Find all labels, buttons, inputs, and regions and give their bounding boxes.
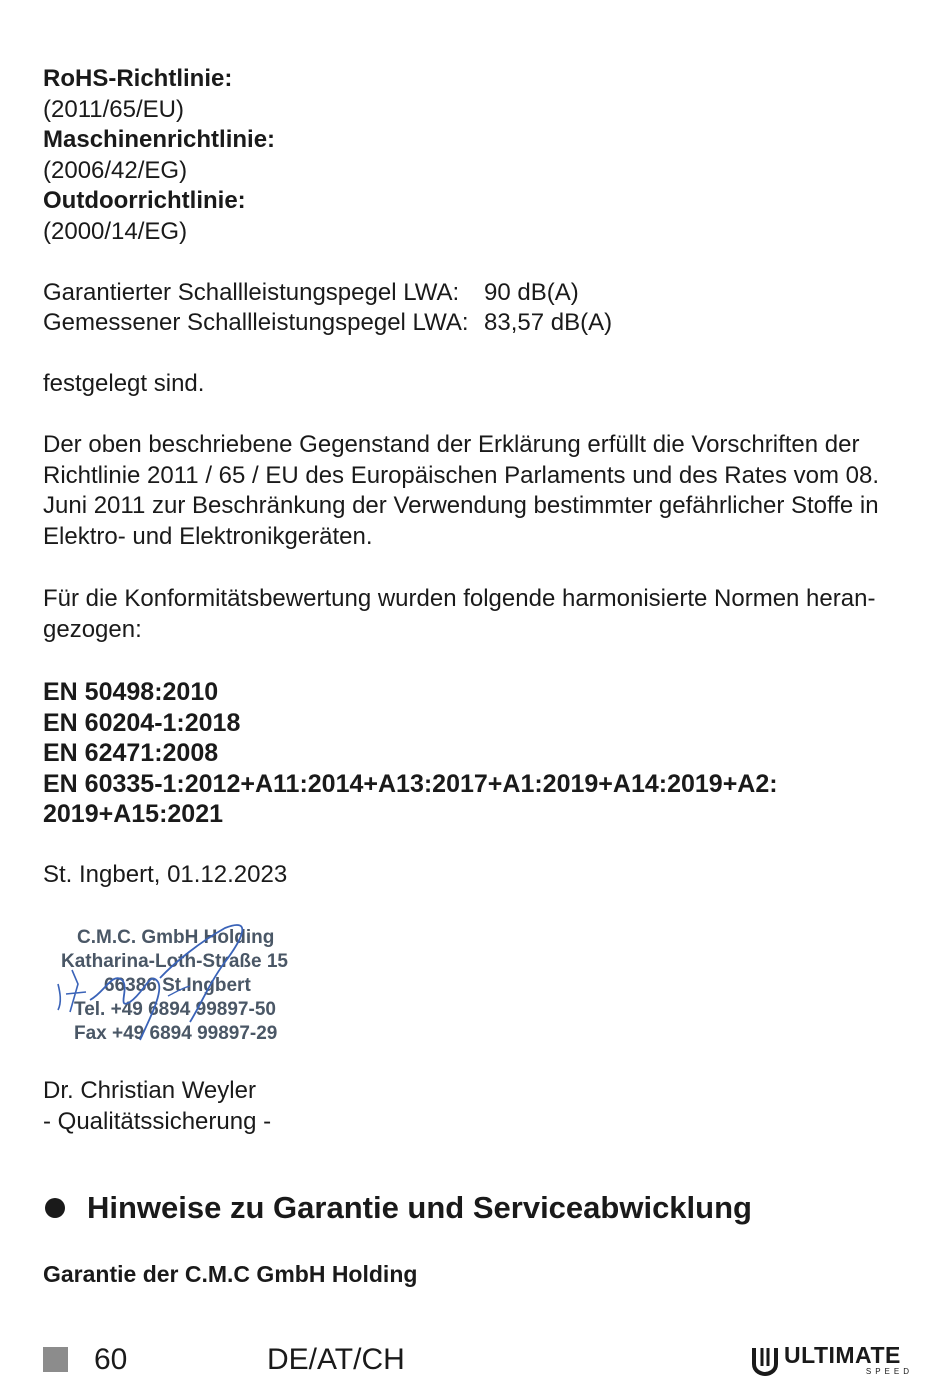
logo-subtext: SPEED	[865, 1367, 913, 1376]
signer-name: Dr. Christian Weyler	[43, 1077, 256, 1104]
stamp-street: Katharina-Loth-Straße 15	[61, 951, 288, 972]
conformity-paragraph	[43, 584, 913, 645]
sound-level-list	[43, 278, 913, 339]
sound-level-value: 90 dB(A)	[484, 278, 579, 306]
section-title: Hinweise zu Garantie und Serviceabwicklung	[87, 1190, 752, 1225]
directive-label: Outdoorrichtlinie:	[43, 187, 246, 214]
norm-item: EN 62471:2008	[43, 739, 219, 767]
document-body	[43, 64, 913, 891]
place-date: St. Ingbert, 01.12.2023	[43, 861, 288, 888]
festgelegt-text: festgelegt sind.	[43, 370, 205, 397]
directive-value: (2011/65/EU)	[43, 95, 184, 123]
sound-level-value: 83,57 dB(A)	[484, 309, 613, 336]
directive-list	[43, 64, 913, 247]
page-marker-icon	[43, 1347, 68, 1372]
norm-list	[43, 677, 913, 830]
page-number: 60	[94, 1343, 128, 1376]
logo-text: ULTIMATE	[784, 1342, 901, 1368]
declaration-line: Der oben beschriebene Gegenstand der Erklärung erfüllt die Vorschriften der	[43, 431, 860, 458]
sound-level-label: Gemessener Schallleistungspegel LWA:	[43, 309, 469, 336]
directive-value: (2006/42/EG)	[43, 156, 188, 184]
stamp-fax: Fax +49 6894 99897-29	[74, 1023, 278, 1044]
signer-role: - Qualitätssicherung -	[43, 1107, 272, 1135]
sound-level-row	[43, 308, 913, 339]
stamp-phone: Tel. +49 6894 99897-50	[74, 999, 276, 1020]
declaration-paragraph	[43, 430, 913, 552]
directive-label: Maschinenrichtlinie:	[43, 126, 276, 153]
stamp-city: 66386 St.Ingbert	[104, 975, 251, 996]
declaration-line: Elektro- und Elektronikgeräten.	[43, 522, 373, 550]
stamp-company: C.M.C. GmbH Holding	[77, 927, 275, 948]
brand-logo	[748, 1342, 913, 1378]
section-heading	[43, 1190, 752, 1226]
subsection-heading: Garantie der C.M.C GmbH Holding	[43, 1261, 418, 1287]
norm-item: EN 60335-1:2012+A11:2014+A13:2017+A1:2019+A14:2019+A2:	[43, 769, 778, 798]
directive-value: (2000/14/EG)	[43, 217, 188, 245]
norm-item: EN 60204-1:2018	[43, 708, 241, 737]
declaration-line: Juni 2011 zur Beschränkung der Verwendung bestimmter gefährlicher Stoffe in	[43, 492, 879, 519]
conformity-line: gezogen:	[43, 615, 142, 643]
bullet-icon	[45, 1198, 65, 1218]
ultimate-speed-logo-icon	[750, 1344, 780, 1376]
page-footer	[43, 1342, 913, 1382]
company-stamp	[50, 922, 350, 1052]
norm-item: EN 50498:2010	[43, 678, 219, 706]
sound-level-label: Garantierter Schallleistungspegel LWA:	[43, 278, 460, 306]
conformity-line: Für die Konformitätsbewertung wurden folgende harmonisierte Normen heran-	[43, 585, 876, 612]
signer-block	[43, 1076, 271, 1137]
norm-item: 2019+A15:2021	[43, 800, 224, 828]
sound-level-row	[43, 278, 913, 309]
signature-icon	[50, 922, 350, 1052]
directive-label: RoHS-Richtlinie:	[43, 65, 233, 92]
declaration-line: Richtlinie 2011 / 65 / EU des Europäischen Parlaments und des Rates vom 08.	[43, 461, 880, 489]
region-label: DE/AT/CH	[267, 1343, 405, 1376]
